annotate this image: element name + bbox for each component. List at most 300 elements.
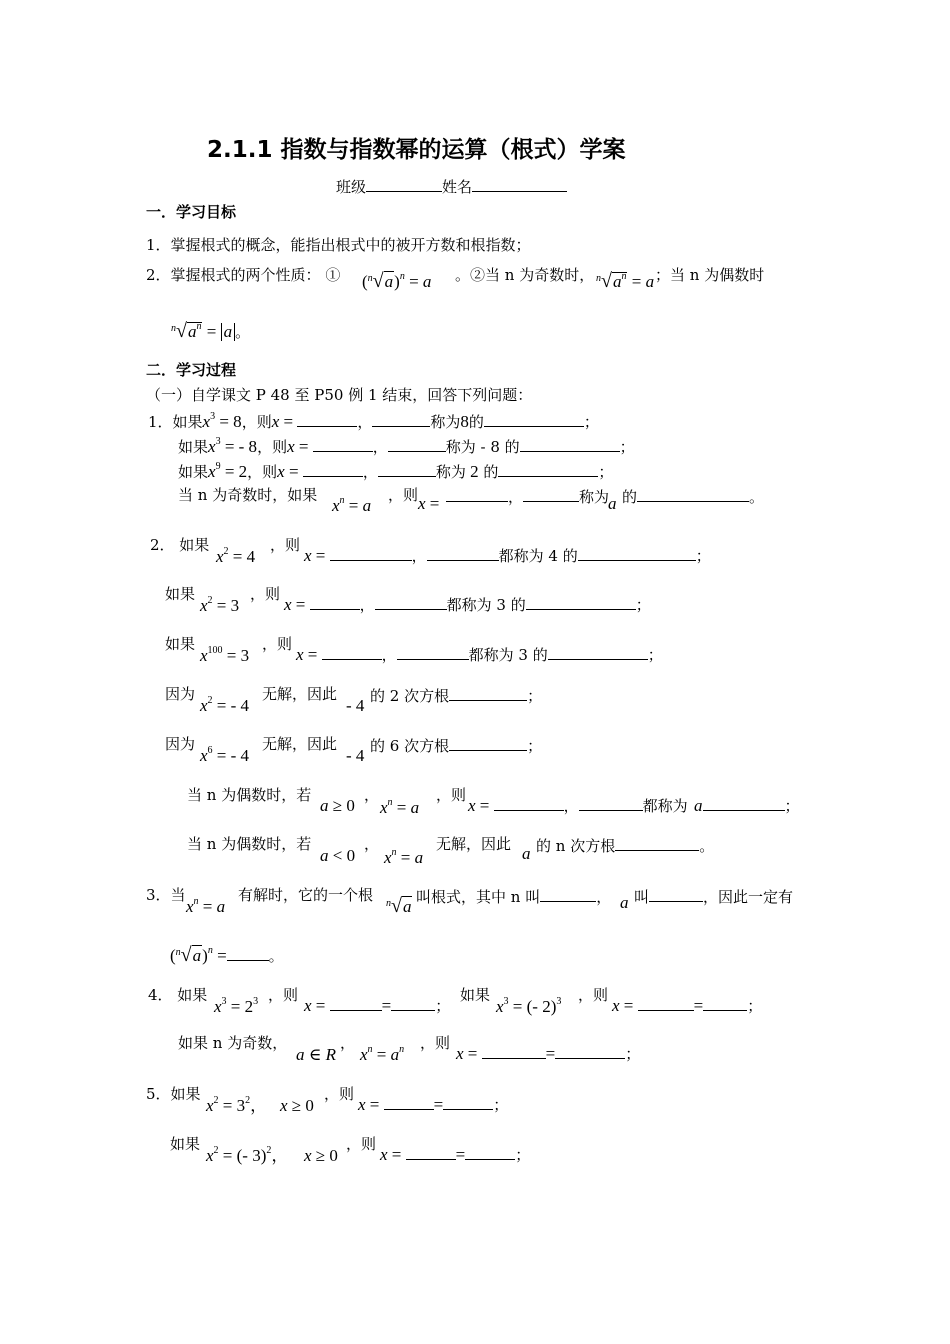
math-symbol: a xyxy=(296,1045,305,1064)
goal-2-suffix: ；当 n 为偶数时 xyxy=(655,266,765,284)
q1-line4-eq xyxy=(332,497,371,518)
math-symbol: x xyxy=(208,462,216,481)
math-symbol: x xyxy=(332,496,340,515)
answer-blank[interactable] xyxy=(397,644,469,660)
q2-line2-ze xyxy=(250,585,280,603)
math-symbol: a xyxy=(422,272,432,291)
math-symbol: √ xyxy=(372,270,384,292)
text-fragment: 有解时，它的一个根 xyxy=(238,886,374,904)
text-fragment: ，则 xyxy=(420,1034,451,1052)
text-fragment: 无解，因此 xyxy=(262,735,338,753)
text-fragment: ， xyxy=(372,438,388,456)
q1-line4-x xyxy=(418,495,439,513)
math-symbol: x xyxy=(208,437,216,456)
text-fragment: 的 xyxy=(478,463,499,481)
q5-line1 xyxy=(146,1085,201,1103)
text-fragment: ； xyxy=(619,438,635,456)
math-symbol: a xyxy=(410,798,420,817)
text-fragment: 的 2 次方根 xyxy=(370,687,450,705)
math-symbol: = xyxy=(284,462,303,481)
q3-root xyxy=(386,897,412,919)
math-symbol: √ xyxy=(180,944,192,966)
q1-line2 xyxy=(178,436,635,459)
text-fragment: ， xyxy=(340,1034,356,1052)
q2-line1-ze xyxy=(270,536,300,554)
q1b-blank1[interactable] xyxy=(313,436,373,452)
math-symbol: ( xyxy=(170,946,176,965)
q4-tail1 xyxy=(304,995,450,1015)
answer-blank[interactable] xyxy=(638,995,694,1011)
text-fragment: 的 xyxy=(468,413,484,431)
math-symbol: x xyxy=(360,1045,368,1064)
q2-line4 xyxy=(165,685,195,703)
math-symbol: x xyxy=(287,437,295,456)
text-fragment: 都称为 3 的 xyxy=(446,596,526,614)
math-symbol: 2 xyxy=(465,462,479,481)
math-symbol: 8 xyxy=(460,412,469,431)
text-fragment: 3．当 xyxy=(146,886,186,904)
q1a-blank3[interactable] xyxy=(484,411,584,427)
q2-line6-ze xyxy=(436,786,466,804)
math-symbol: = 4 xyxy=(228,547,256,566)
q2-line6-a xyxy=(694,795,800,815)
answer-blank[interactable] xyxy=(649,886,703,902)
q2-line5 xyxy=(165,735,195,753)
q1-line4-a xyxy=(608,495,617,513)
q2-line7-eq xyxy=(384,849,423,870)
q5-tail1 xyxy=(358,1094,508,1114)
q1-line4-ze xyxy=(388,486,418,504)
q4-ze2 xyxy=(578,986,608,1004)
math-symbol: = 3 xyxy=(212,596,240,615)
answer-blank[interactable] xyxy=(526,594,636,610)
math-symbol: n xyxy=(367,1044,373,1055)
text-fragment: 。 xyxy=(268,947,284,965)
text-fragment: ，则 xyxy=(346,1135,377,1153)
q5-eq2 xyxy=(206,1147,288,1168)
section1-heading: 一．学习目标 xyxy=(146,203,237,221)
math-symbol: = xyxy=(202,322,221,341)
math-symbol xyxy=(187,322,203,341)
answer-blank[interactable] xyxy=(449,685,527,701)
math-symbol: n xyxy=(207,945,213,956)
class-label: 班级 xyxy=(336,178,367,196)
math-symbol: x xyxy=(418,494,426,513)
math-symbol: ) xyxy=(202,946,208,965)
text-fragment: 如果 xyxy=(178,438,209,456)
q2-line4-tail xyxy=(370,685,542,705)
formula-root-power xyxy=(362,272,431,294)
text-fragment: 如果 xyxy=(165,585,196,603)
q3-line2 xyxy=(170,945,284,968)
answer-blank[interactable] xyxy=(330,545,412,561)
math-symbol: a xyxy=(694,796,703,815)
name-label: 姓名 xyxy=(442,178,473,196)
math-symbol: x xyxy=(380,798,388,817)
text-fragment: ，则 xyxy=(262,635,293,653)
q2-line3 xyxy=(165,635,195,653)
math-symbol: = (- 2) xyxy=(508,997,557,1016)
goal-2-mid: 。②当 n 为奇数时， xyxy=(455,266,595,284)
text-fragment: ， xyxy=(362,463,378,481)
math-symbol: 3 xyxy=(210,411,216,422)
math-symbol: x xyxy=(200,646,208,665)
q2-line1 xyxy=(150,536,209,554)
q1a-blank2[interactable] xyxy=(372,411,430,427)
q4-cond xyxy=(296,1046,336,1064)
math-symbol: x xyxy=(304,1146,312,1165)
math-symbol: = 2 xyxy=(220,462,248,481)
answer-blank[interactable] xyxy=(375,594,447,610)
math-symbol: a xyxy=(620,893,629,912)
math-symbol: R xyxy=(325,1045,336,1064)
math-symbol: a xyxy=(414,848,424,867)
math-symbol: x xyxy=(468,796,476,815)
text-fragment: 都称为 3 的 xyxy=(468,646,548,664)
text-fragment: 无解，因此 xyxy=(262,685,338,703)
math-symbol: ( xyxy=(362,272,368,291)
q2-line6-eq xyxy=(380,799,419,820)
math-symbol: 2 xyxy=(213,1095,219,1106)
text-fragment: 因为 xyxy=(165,735,196,753)
text-fragment: 都称为 xyxy=(642,797,688,815)
math-symbol: 6 xyxy=(207,745,213,756)
text-fragment: ，则 xyxy=(436,786,467,804)
math-symbol: ) xyxy=(394,272,400,291)
math-symbol: x xyxy=(216,547,224,566)
math-symbol: = xyxy=(396,848,415,867)
math-symbol: 9 xyxy=(215,461,221,472)
math-symbol: = - 4 xyxy=(212,746,250,765)
math-symbol: 3 xyxy=(556,996,562,1007)
math-symbol: ， xyxy=(250,1096,268,1115)
answer-blank[interactable] xyxy=(540,886,596,902)
text-fragment: ，则 xyxy=(388,486,419,504)
math-symbol: = xyxy=(279,412,298,431)
q1c-blank1[interactable] xyxy=(303,461,363,477)
math-symbol: x xyxy=(496,997,504,1016)
math-symbol: n xyxy=(391,847,397,858)
q2-line6-c xyxy=(364,786,379,804)
answer-blank[interactable] xyxy=(555,1043,625,1059)
math-symbol: = xyxy=(627,272,646,291)
math-symbol: a xyxy=(390,1045,400,1064)
q3-eq xyxy=(186,898,225,919)
answer-blank[interactable] xyxy=(330,995,382,1011)
math-symbol: = 3 xyxy=(222,646,250,665)
math-symbol: a xyxy=(522,844,531,863)
math-symbol: a xyxy=(612,272,622,291)
math-symbol: n xyxy=(386,898,391,909)
q5-line2 xyxy=(170,1135,200,1153)
q1d-blank3[interactable] xyxy=(637,486,749,502)
text-fragment: ，则 xyxy=(250,585,281,603)
text-fragment: ； xyxy=(527,737,543,755)
math-symbol: = xyxy=(212,946,227,965)
q4-line1 xyxy=(148,986,207,1004)
math-symbol: ≥ 0 xyxy=(287,1096,314,1115)
text-fragment: 4． 如果 xyxy=(148,986,208,1004)
answer-blank[interactable] xyxy=(494,795,564,811)
text-fragment: 当 n 为偶数时，若 xyxy=(187,786,312,804)
q3-d xyxy=(634,886,793,906)
text-fragment: ，则 xyxy=(247,463,278,481)
q2-line7-wujie xyxy=(436,835,511,853)
answer-blank[interactable] xyxy=(227,945,269,961)
math-symbol: = xyxy=(303,645,322,664)
q2-line6-tail xyxy=(468,795,688,815)
math-symbol: n xyxy=(596,273,601,284)
math-symbol: √ xyxy=(391,895,402,917)
q3-b xyxy=(238,886,373,904)
math-symbol: n xyxy=(399,1044,405,1055)
math-symbol: n xyxy=(399,271,405,282)
q2-line1-eq xyxy=(216,548,255,569)
math-symbol: x xyxy=(380,1145,388,1164)
math-symbol: = xyxy=(425,494,440,513)
answer-blank[interactable] xyxy=(579,795,643,811)
math-symbol: a xyxy=(320,796,329,815)
math-symbol: √ xyxy=(601,270,612,292)
math-symbol: x xyxy=(186,897,194,916)
text-fragment: ， xyxy=(364,786,380,804)
math-symbol: = 3 xyxy=(218,1096,246,1115)
math-symbol: = xyxy=(463,1044,482,1063)
text-fragment: ； xyxy=(625,1045,641,1063)
q1c-blank3[interactable] xyxy=(498,461,598,477)
math-symbol: 3 xyxy=(253,996,259,1007)
math-symbol: = xyxy=(475,796,494,815)
math-symbol: = xyxy=(381,996,392,1015)
math-symbol: 2 xyxy=(223,546,229,557)
text-fragment: ； xyxy=(598,463,614,481)
math-symbol: = xyxy=(693,996,704,1015)
text-fragment: 叫根式，其中 n 叫 xyxy=(416,888,541,906)
math-symbol: x xyxy=(304,996,312,1015)
answer-blank[interactable] xyxy=(465,1144,515,1160)
math-symbol: n xyxy=(175,947,181,958)
answer-blank[interactable] xyxy=(310,594,360,610)
answer-blank[interactable] xyxy=(703,795,785,811)
math-symbol: n xyxy=(193,896,199,907)
text-fragment: 。 xyxy=(699,837,715,855)
answer-blank[interactable] xyxy=(482,1043,546,1059)
math-symbol: 2 xyxy=(245,1095,251,1106)
math-symbol: a xyxy=(216,897,226,916)
text-fragment: 叫 xyxy=(634,888,650,906)
math-symbol: = - 4 xyxy=(212,696,250,715)
text-fragment: 称为 xyxy=(435,463,466,481)
q4-ruguo2 xyxy=(460,986,490,1004)
math-symbol: x xyxy=(304,546,312,565)
math-symbol: a xyxy=(223,322,233,341)
text-fragment: 的 xyxy=(622,488,638,506)
q1-line4 xyxy=(178,486,317,504)
text-fragment: ； xyxy=(747,997,763,1015)
math-symbol: ∈ xyxy=(304,1045,326,1064)
math-symbol: 2 xyxy=(207,695,213,706)
q1d-blank2[interactable] xyxy=(523,486,579,502)
class-field[interactable] xyxy=(366,176,442,192)
text-fragment: ， xyxy=(508,488,524,506)
answer-blank[interactable] xyxy=(548,644,648,660)
text-fragment: ； xyxy=(435,997,451,1015)
text-fragment: ，则 xyxy=(270,536,301,554)
math-symbol: = xyxy=(311,546,330,565)
q2-line2 xyxy=(165,585,195,603)
text-fragment: ， xyxy=(596,888,612,906)
text-fragment: 都称为 4 的 xyxy=(498,547,578,565)
math-symbol: = xyxy=(619,996,638,1015)
text-fragment: ， xyxy=(411,547,427,565)
math-symbol: = - 8 xyxy=(220,437,258,456)
math-symbol: x xyxy=(612,996,620,1015)
q1a-blank1[interactable] xyxy=(297,411,357,427)
answer-blank[interactable] xyxy=(391,995,435,1011)
q2-line3-ze xyxy=(262,635,292,653)
answer-blank[interactable] xyxy=(615,835,699,851)
text-fragment: 如果 xyxy=(170,1135,201,1153)
math-symbol: 3 xyxy=(503,996,509,1007)
text-fragment: 因为 xyxy=(165,685,196,703)
math-symbol: = xyxy=(372,1045,391,1064)
q2-line2-eq xyxy=(200,597,239,618)
q3-a xyxy=(620,894,629,912)
answer-blank[interactable] xyxy=(443,1094,493,1110)
math-symbol: x xyxy=(206,1146,214,1165)
math-symbol: = 2 xyxy=(226,997,254,1016)
math-symbol: n xyxy=(196,321,202,332)
text-fragment: ； xyxy=(784,797,800,815)
q2-line4-m4 xyxy=(346,697,364,715)
q1d-blank1[interactable] xyxy=(446,486,508,502)
math-symbol xyxy=(221,323,236,341)
text-fragment: 称为 xyxy=(430,413,461,431)
q4-tail2 xyxy=(612,995,762,1015)
text-fragment: 。 xyxy=(749,488,765,506)
text-fragment: ； xyxy=(695,547,711,565)
math-symbol: = xyxy=(433,1095,444,1114)
math-symbol: x xyxy=(456,1044,464,1063)
math-symbol: x xyxy=(214,997,222,1016)
q2-line5-m4 xyxy=(346,747,364,765)
q3-line1 xyxy=(146,886,186,904)
text-fragment: 的 6 次方根 xyxy=(370,737,450,755)
text-fragment: ， xyxy=(563,797,579,815)
q1b-blank3[interactable] xyxy=(520,436,620,452)
formula-even-root xyxy=(171,322,250,344)
text-fragment: 无解，因此 xyxy=(436,835,512,853)
text-fragment: 如果 n 为奇数， xyxy=(178,1034,288,1052)
math-symbol: a xyxy=(384,272,394,291)
q1c-blank2[interactable] xyxy=(378,461,436,477)
math-symbol: a xyxy=(402,897,412,916)
text-fragment: ，则 xyxy=(578,986,609,1004)
q4-eq1 xyxy=(214,998,258,1019)
math-symbol: = xyxy=(365,1095,384,1114)
q2-line6-cond xyxy=(320,797,355,815)
math-symbol: ≥ 0 xyxy=(328,796,355,815)
text-fragment: ，则 xyxy=(241,413,272,431)
section2-intro: （一）自学课文 P 48 至 P50 例 1 结束，回答下列问题： xyxy=(146,386,533,404)
answer-blank[interactable] xyxy=(384,1094,434,1110)
q4-tail3 xyxy=(456,1043,640,1063)
answer-blank[interactable] xyxy=(578,545,696,561)
math-symbol: 100 xyxy=(207,645,223,656)
answer-blank[interactable] xyxy=(427,545,499,561)
math-symbol: 2 xyxy=(207,595,213,606)
q2-line1-tail xyxy=(304,545,711,565)
q2-line6 xyxy=(187,786,311,804)
math-symbol: n xyxy=(621,271,627,282)
page-title: 2.1.1 指数与指数幂的运算（根式）学案 xyxy=(207,137,626,163)
class-name-line xyxy=(336,176,567,196)
q4-ze3 xyxy=(420,1034,450,1052)
math-symbol: = xyxy=(404,272,423,291)
math-symbol: = xyxy=(344,496,363,515)
formula-odd-root xyxy=(596,272,654,294)
q2-line3-tail xyxy=(296,644,663,664)
q2-line7 xyxy=(187,835,311,853)
math-symbol: x xyxy=(200,746,208,765)
math-symbol: x xyxy=(358,1095,366,1114)
text-fragment: ， xyxy=(364,835,380,853)
q2-line7-a xyxy=(522,845,531,863)
text-fragment: ，因此一定有 xyxy=(703,888,794,906)
math-symbol: x xyxy=(202,412,211,431)
math-symbol: = xyxy=(545,1044,556,1063)
q2-line5-eq xyxy=(200,747,249,768)
math-symbol: x xyxy=(200,696,208,715)
name-field[interactable] xyxy=(472,176,567,192)
q2-line7-c xyxy=(364,835,379,853)
q1-line4-tail xyxy=(446,486,609,506)
text-fragment: 当 n 为偶数时，若 xyxy=(187,835,312,853)
math-symbol: n xyxy=(367,273,373,284)
text-fragment: 如果 xyxy=(178,463,209,481)
answer-blank[interactable] xyxy=(322,644,382,660)
math-symbol: n xyxy=(387,797,393,808)
math-symbol: 3 xyxy=(221,996,227,1007)
math-symbol: x xyxy=(206,1096,214,1115)
q1-line3 xyxy=(178,461,613,484)
q1b-blank2[interactable] xyxy=(388,436,446,452)
q2-line2-tail xyxy=(284,594,651,614)
q5-cond2 xyxy=(304,1147,338,1165)
q2-line5-wujie xyxy=(262,735,337,753)
math-symbol: a xyxy=(645,272,655,291)
q5-ze2 xyxy=(346,1135,376,1153)
text-fragment: ， xyxy=(381,646,397,664)
answer-blank[interactable] xyxy=(406,1144,456,1160)
q5-tail2 xyxy=(380,1144,530,1164)
text-fragment: 当 n 为奇数时，如果 xyxy=(178,486,318,504)
text-fragment: 如果 xyxy=(165,635,196,653)
math-symbol: x xyxy=(280,1096,288,1115)
text-fragment: 的 n 次方根 xyxy=(536,837,616,855)
text-fragment: ； xyxy=(527,687,543,705)
math-symbol: = xyxy=(198,897,217,916)
answer-blank[interactable] xyxy=(449,735,527,751)
q2-line5-tail xyxy=(370,735,542,755)
text-fragment: 2．掌握根式的两个性质： ① xyxy=(146,266,341,284)
text-fragment: ； xyxy=(647,646,663,664)
text-fragment: 5．如果 xyxy=(146,1085,201,1103)
text-fragment: ，则 xyxy=(257,438,288,456)
math-symbol: - 4 xyxy=(346,696,365,715)
math-symbol: x xyxy=(284,595,292,614)
answer-blank[interactable] xyxy=(703,995,747,1011)
